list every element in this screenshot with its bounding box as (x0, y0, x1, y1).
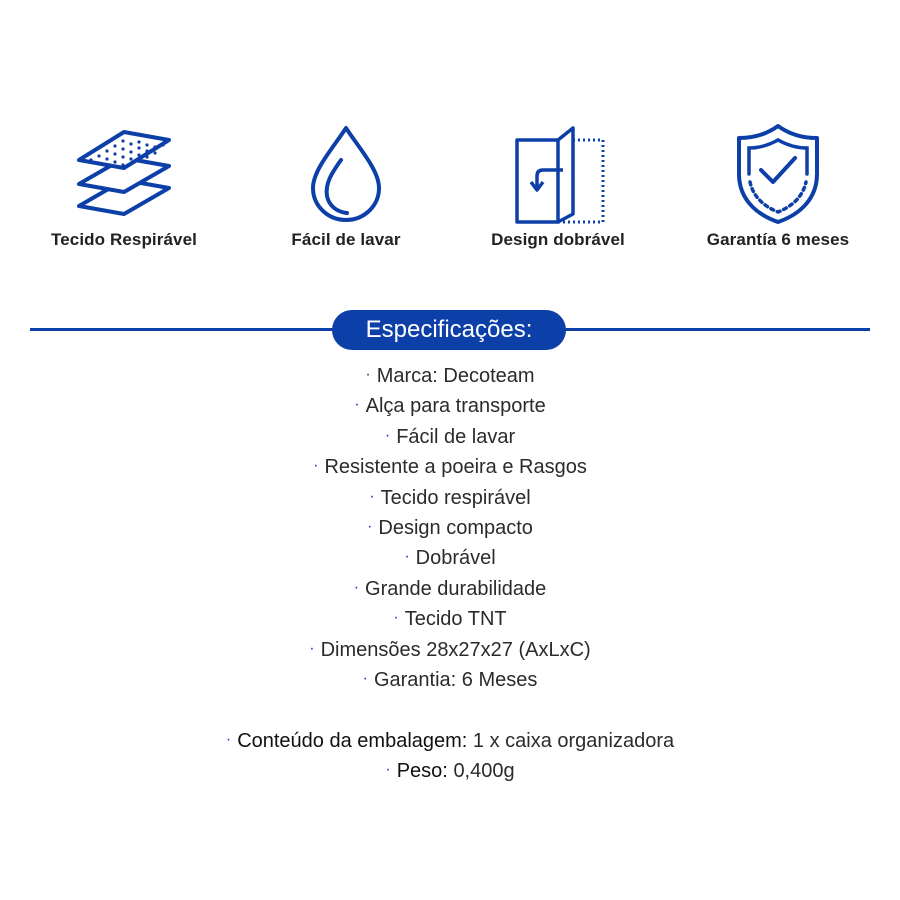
list-item: · Resistente a poeira e Rasgos (313, 456, 587, 479)
list-item: · Grande durabilidade (353, 577, 547, 600)
features-row (0, 118, 900, 268)
list-item: · Marca: Decoteam (365, 365, 535, 387)
feature-label: Garantía 6 meses (706, 230, 850, 249)
bullet-icon: · (362, 669, 368, 687)
bullet-icon: · (393, 609, 399, 627)
water-drop-icon (291, 118, 401, 228)
bullet-icon: · (404, 548, 410, 566)
list-item: · Fácil de lavar (384, 425, 516, 448)
bullet-icon: · (365, 366, 371, 383)
fold-icon (503, 118, 613, 228)
bullet-icon: · (369, 487, 375, 505)
feature-warranty (678, 118, 878, 250)
fabric-layers-icon (69, 118, 179, 228)
feature-label: Fácil de lavar (291, 230, 401, 249)
shield-check-icon (723, 118, 833, 228)
bullet-icon: · (385, 761, 391, 778)
list-item: · Garantia: 6 Meses (362, 668, 538, 691)
bullet-icon: · (225, 731, 232, 748)
bullet-icon: · (354, 396, 360, 414)
specs-title: Especificações: (332, 310, 566, 350)
bullet-icon: · (384, 426, 391, 444)
feature-breathable-fabric (24, 118, 224, 250)
list-item: · Tecido TNT (393, 608, 507, 631)
list-item: · Dimensões 28x27x27 (AxLxC) (309, 638, 591, 661)
specs-list (0, 361, 900, 695)
list-item: · Alça para transporte (354, 395, 546, 418)
package-contents: · Conteúdo da embalagem: 1 x caixa organizadora (225, 730, 675, 752)
package-info (0, 726, 900, 786)
feature-label: Design dobrável (491, 230, 625, 249)
feature-label: Tecido Respirável (51, 230, 197, 249)
bullet-icon: · (313, 457, 319, 475)
bullet-icon: · (367, 517, 373, 535)
feature-foldable (458, 118, 658, 250)
list-item: · Design compacto (367, 516, 533, 539)
bullet-icon: · (309, 639, 315, 657)
package-weight: · Peso: 0,400g (385, 760, 515, 782)
list-item: · Tecido respirável (369, 486, 531, 509)
bullet-icon: · (353, 578, 360, 596)
feature-easy-wash (246, 118, 446, 250)
list-item: · Dobrável (404, 547, 496, 570)
specs-header (30, 310, 870, 350)
